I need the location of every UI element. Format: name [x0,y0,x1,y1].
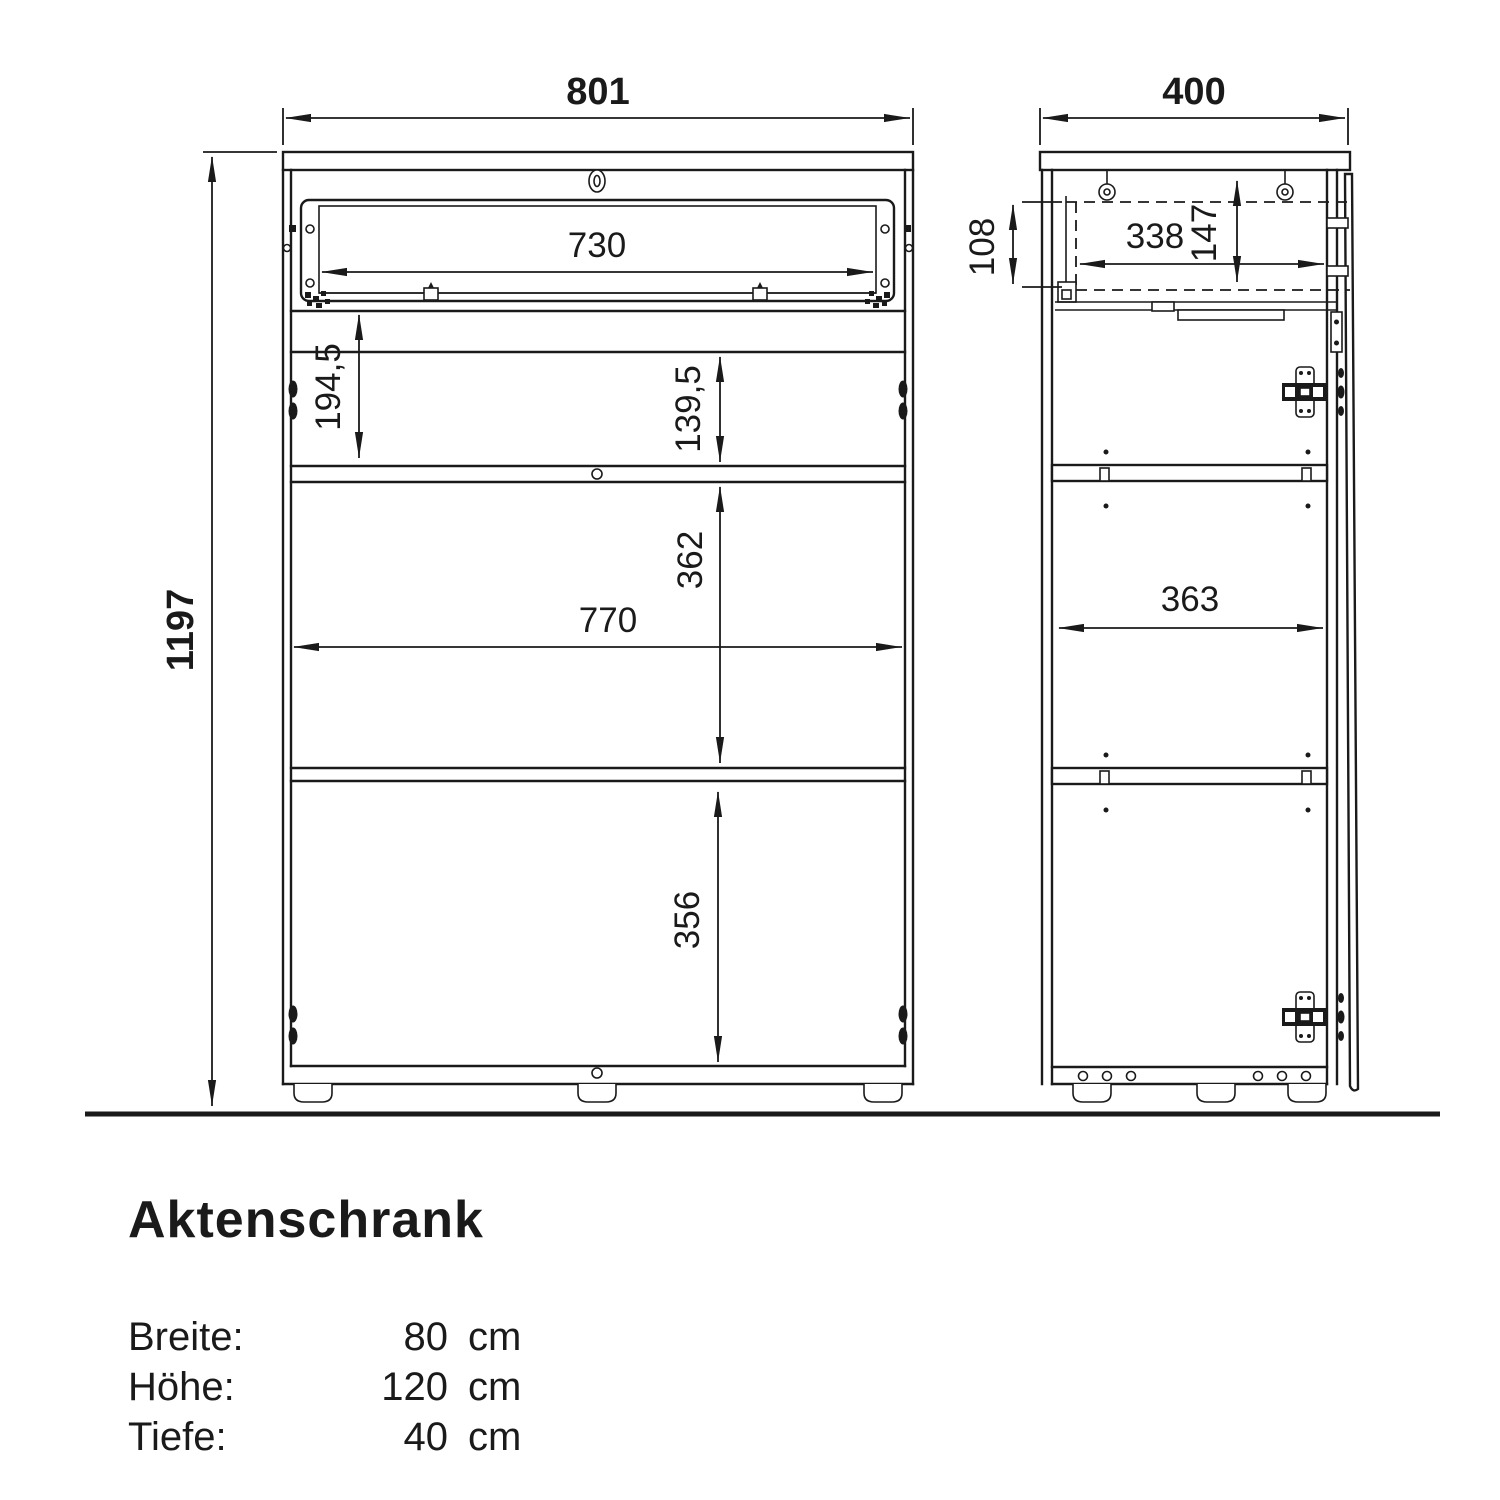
side-view [963,71,1358,1102]
dim-front-overall-width [283,71,913,145]
hinge-top [1282,367,1345,417]
dim-label-108: 108 [963,217,1002,277]
side-shelf-upper [1052,450,1327,509]
front-shelf [291,768,905,781]
hinge-mounting-plate [1331,312,1342,352]
dim-drawer-side-height [963,202,1062,287]
dim-drawer-section-height [309,315,359,458]
front-feet [294,1084,902,1102]
side-feet [1073,1084,1326,1102]
dim-label-730: 730 [567,226,627,265]
dim-label-770: 770 [578,601,638,640]
spec-value: 80 [403,1315,448,1359]
dim-drawer-section-clear-height [669,357,720,462]
front-hinge-lobes [289,381,908,1045]
side-top-panel [1040,152,1350,170]
dim-bottom-section-height [668,792,718,1062]
divider-screw-hole [592,469,602,479]
dim-drawer-front-height [1185,181,1237,282]
runner-tab-upper [1327,218,1348,228]
spec-unit: cm [468,1315,522,1359]
side-shelf-lower [1052,753,1327,813]
dim-interior-clear-depth [1059,580,1323,628]
dim-label-139-5: 139,5 [669,365,708,453]
front-view [160,71,913,1106]
side-front-wall [1327,170,1337,1084]
side-bottom-rail [1052,1067,1327,1084]
spec-label: Breite: [128,1315,244,1359]
spec-label: Höhe: [128,1365,235,1409]
spec-row-hoehe [128,1362,521,1412]
spec-value: 40 [403,1415,448,1459]
dim-label-147: 147 [1185,203,1224,263]
title-block [128,1190,521,1462]
runner-tab-lower [1327,266,1348,276]
spec-unit: cm [468,1415,522,1459]
spec-value: 120 [381,1365,448,1409]
door-edge [1345,174,1358,1090]
dim-label-194-5: 194,5 [309,343,348,431]
dim-front-overall-height [160,152,277,1106]
dim-label-362: 362 [671,530,710,590]
spec-table [128,1312,521,1462]
hinge-bottom [1282,992,1345,1042]
spec-row-breite [128,1312,521,1362]
dim-label-356: 356 [668,890,707,950]
dim-shelf-section-height [671,487,720,763]
top-bolts [1099,170,1293,200]
dim-label-400: 400 [1162,71,1226,113]
spec-row-tiefe [128,1412,521,1462]
dim-side-overall-depth [1040,71,1348,145]
keyhole-icon [589,170,605,192]
product-title: Aktenschrank [128,1191,484,1249]
dim-label-363: 363 [1160,580,1220,619]
dim-label-338: 338 [1125,217,1185,256]
dim-interior-clear-width [294,601,902,647]
spec-unit: cm [468,1365,522,1409]
bottom-screw-hole [592,1068,602,1078]
dim-label-801: 801 [566,71,630,113]
dim-label-1197: 1197 [160,588,202,672]
spec-label: Tiefe: [128,1415,227,1459]
side-back-wall [1042,170,1052,1084]
front-top-panel [283,152,913,170]
